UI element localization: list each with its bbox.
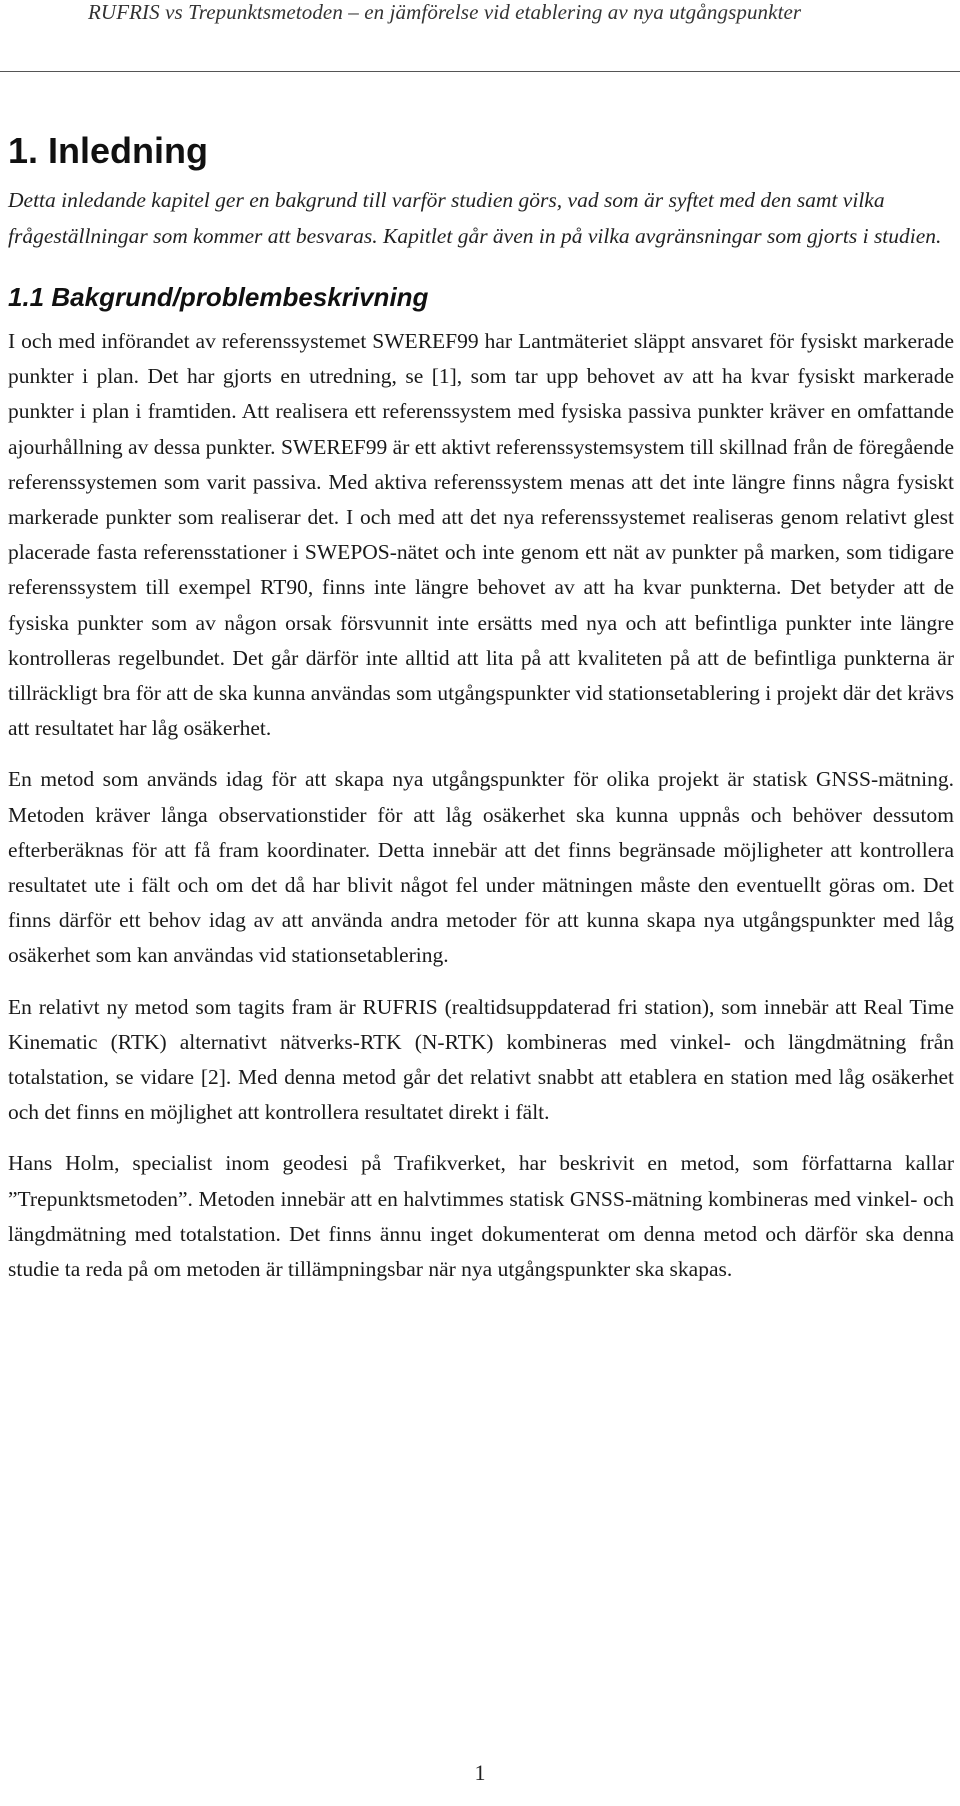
body-paragraph: En metod som används idag för att skapa nya utgångspunkter för olika projekt är statisk GNSS-mätning. Metoden kräver långa observationstider för att låg osäkerhet ska kunna uppnås och behöver dessutom efterberäknas för att få fram koordinater. Detta innebär att det finns begränsade möjligheter att kontrollera resultatet ute i fält och om det då har blivit något fel under mätningen måste den eventuellt göras om. Det finns därför ett behov idag av att använda andra metoder för att kunna skapa nya utgångspunkter med låg osäkerhet som kan användas vid stationsetablering. (8, 767, 954, 968)
body-paragraph: Hans Holm, specialist inom geodesi på Trafikverket, har beskrivit en metod, som författarna kallar ”Trepunktsmetoden”. Metoden innebär att en halvtimmes statisk GNSS-mätning kombineras med vinkel- och längdmätning med totalstation. Det finns ännu inget dokumenterat om denna metod och därför ska denna studie ta reda på om metoden är tillämpningsbar när nya utgångspunkter ska skapas. (8, 1151, 954, 1282)
page-number: 1 (474, 1760, 486, 1785)
body-paragraph: En relativt ny metod som tagits fram är RUFRIS (realtidsuppdaterad fri station), som innebär att Real Time Kinematic (RTK) alternativt nätverks-RTK (N-RTK) kombineras med vinkel- och längdmätning från totalstation, se vidare [2]. Med denna metod går det relativt snabbt att etablera en station med låg osäkerhet och det finns en möjlighet att kontrollera resultatet direkt i fält. (8, 994, 954, 1125)
section-heading: 1.1 Bakgrund/problembeskrivning (8, 282, 429, 312)
page-header (0, 0, 960, 72)
chapter-heading: 1. Inledning (8, 130, 209, 171)
body-paragraph: I och med införandet av referenssystemet SWEREF99 har Lantmäteriet släppt ansvaret för fysiskt markerade punkter i plan. Det har gjorts en utredning, se [1], som tar upp behovet av att ha kvar fysiskt markerade punkter i plan i framtiden. Att realisera ett referenssystem med fysiska passiva punkter kräver en omfattande ajourhållning av dessa punkter. SWEREF99 är ett aktivt referenssystemsystem till skillnad från de föregående referenssystemen som varit passiva. Med aktiva referenssystem menas att det inte längre finns några fysiskt markerade punkter som realiserar det. I och med att det nya referenssystemet realiseras genom relativt glest placerade fasta referensstationer i SWEPOS-nätet och inte genom ett nät av punkter på marken, som tidigare referenssystem till exempel RT90, finns inte längre behovet av att ha kvar punkterna. Det betyder att de fysiska punkter som av någon orsak försvunnit inte ersätts med nya och att befintliga punkter inte längre kontrolleras regelbundet. Det går därför inte alltid att lita på att kvaliteten på att de befintliga punkterna är tillräckligt bra för att de ska kunna användas som utgångspunkter vid stationsetablering i projekt där det krävs att resultatet har låg osäkerhet. (8, 329, 954, 741)
header-divider (0, 71, 960, 72)
chapter-intro: Detta inledande kapitel ger en bakgrund till varför studien görs, vad som är syftet med den samt vilka frågeställningar som kommer att besvaras. Kapitlet går även in på vilka avgränsningar som gjorts i studien. (8, 188, 942, 248)
page-content (8, 130, 954, 1303)
running-header-title: RUFRIS vs Trepunktsmetoden – en jämförelse vid etablering av nya utgångspunkter (88, 0, 802, 24)
